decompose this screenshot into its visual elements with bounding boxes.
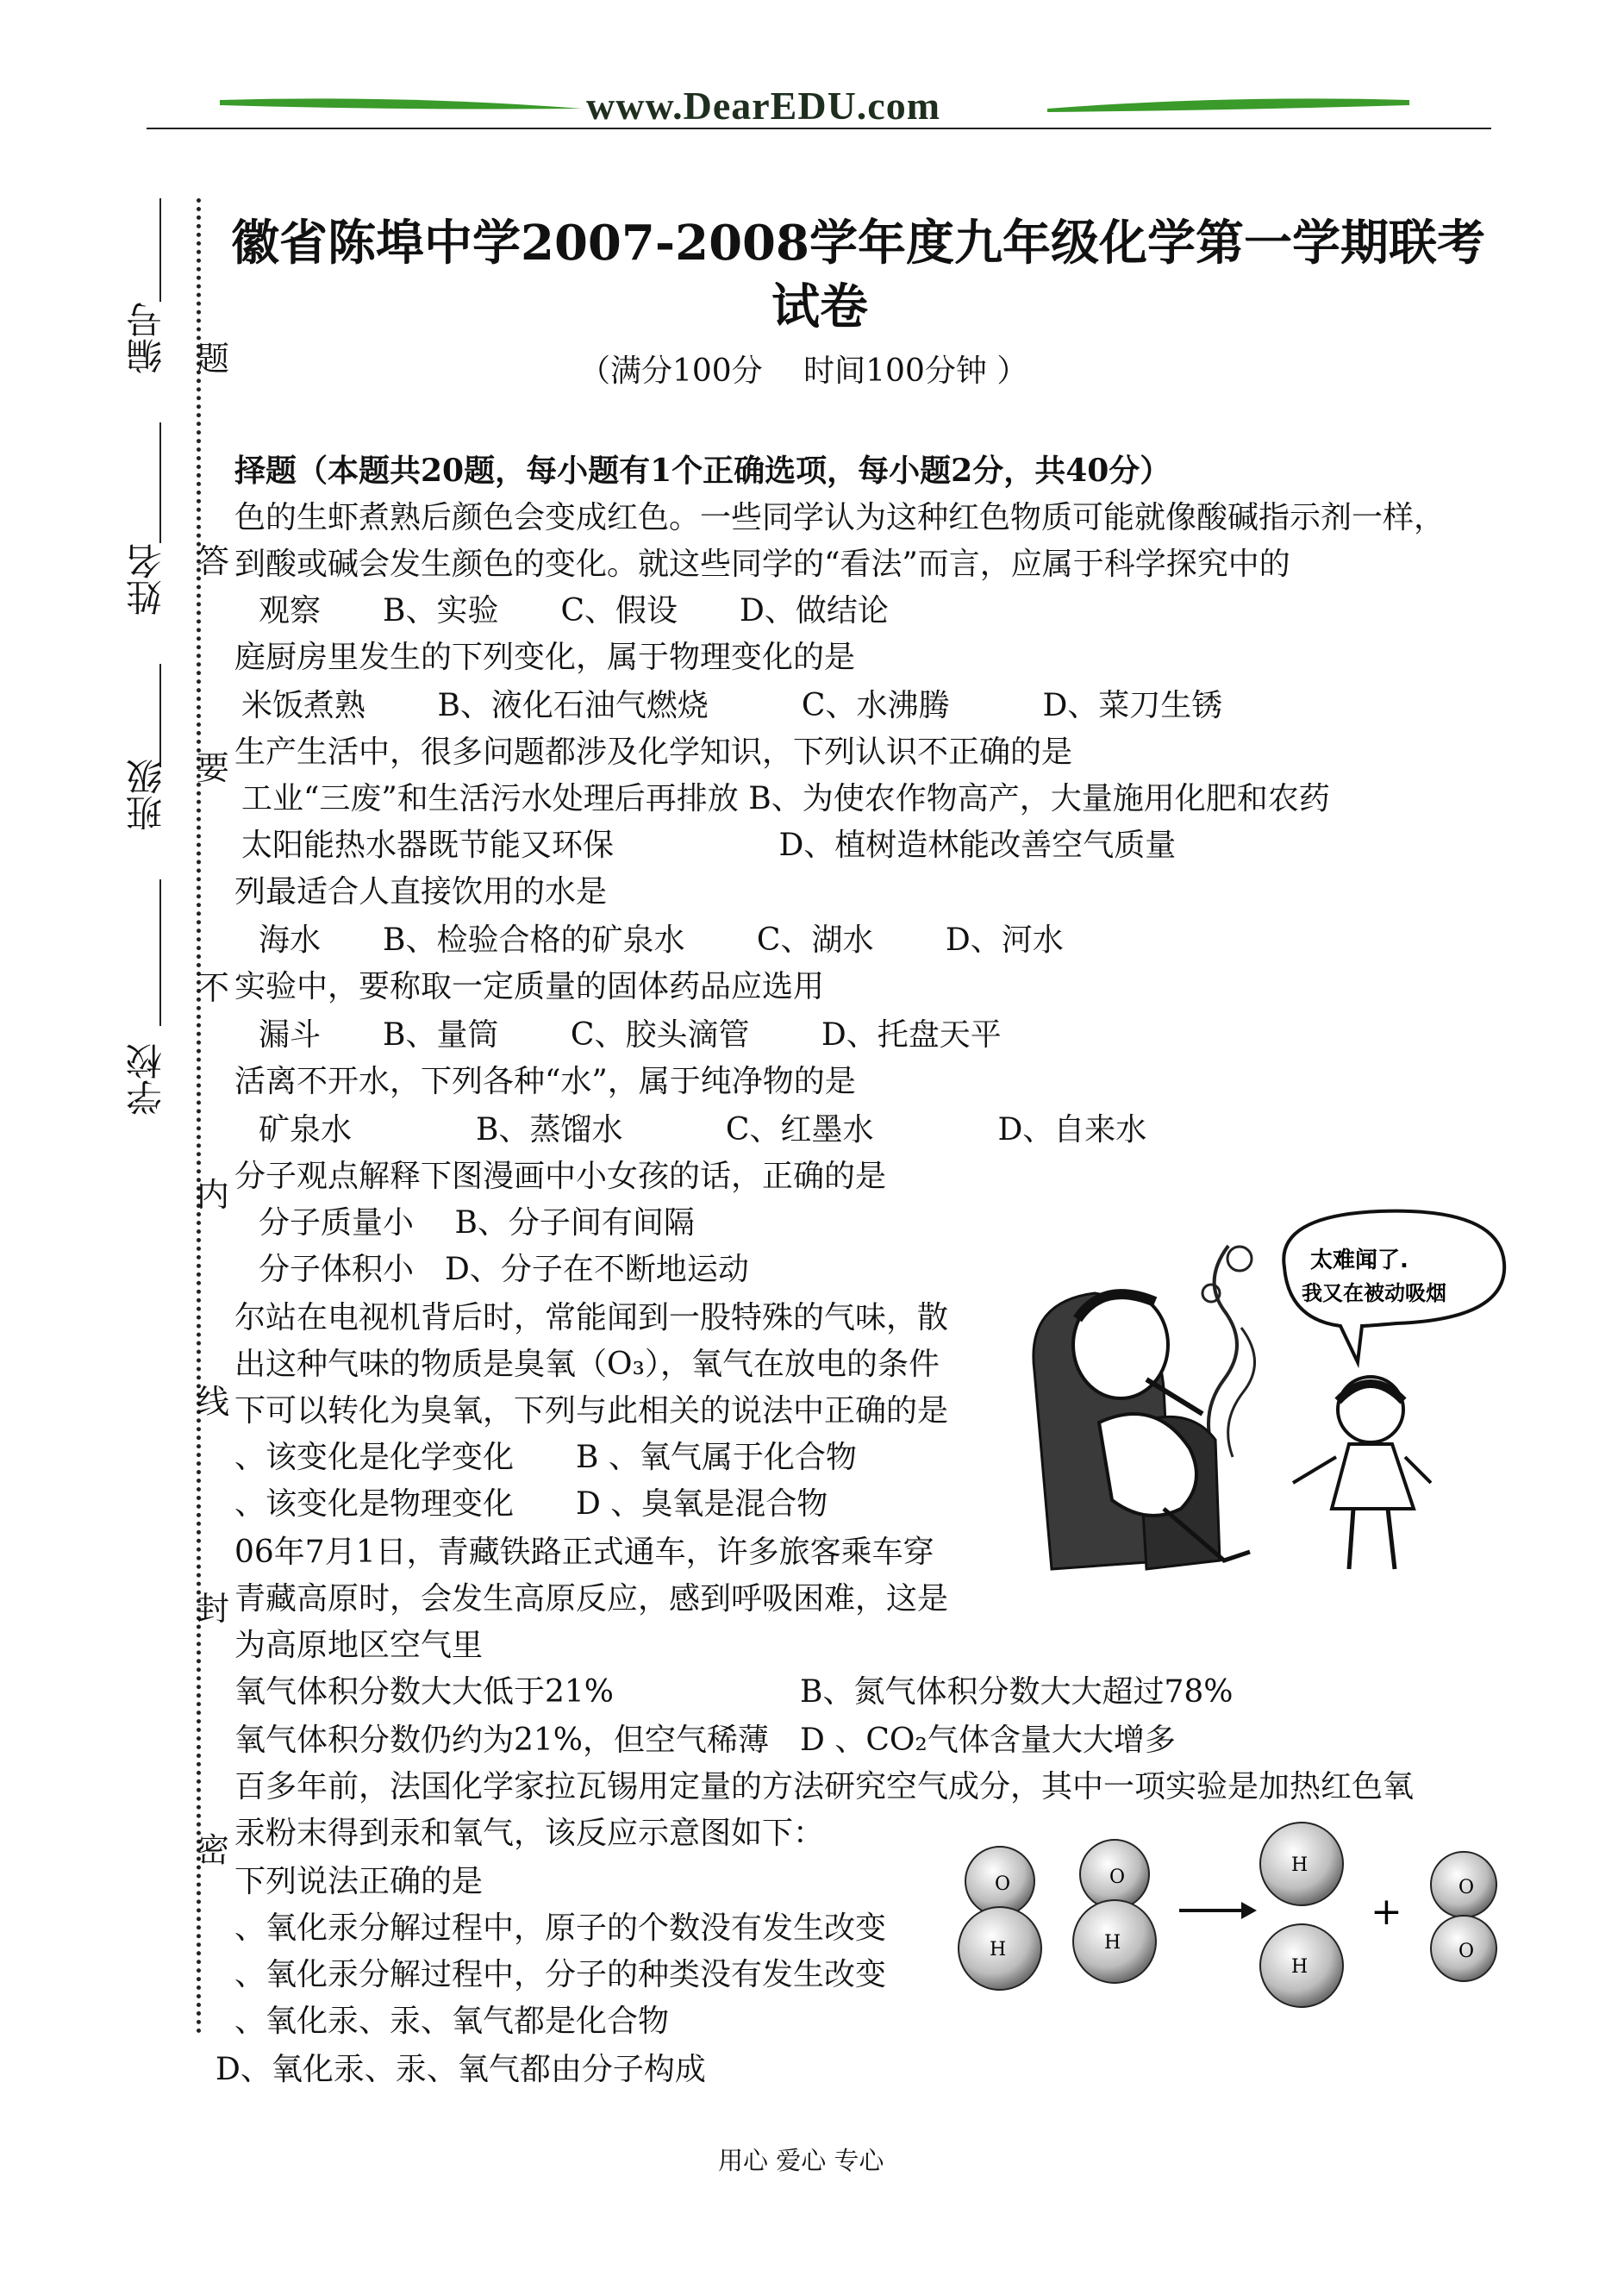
option-line: 、氧化汞分解过程中，原子的个数没有发生改变 (234, 1910, 887, 1946)
seal-char: 题 (197, 340, 230, 378)
question-line: 实验中，要称取一定质量的固体药品应选用 (234, 969, 825, 1004)
question-line: 分子观点解释下图漫画中小女孩的话，正确的是 (234, 1159, 887, 1194)
option-line: 氧气体积分数大大低于21% B、氮气体积分数大大超过78% (234, 1674, 1234, 1710)
header-rule (147, 128, 1491, 129)
blank-line (159, 198, 161, 302)
option-line: 、氧化汞、汞、氧气都是化合物 (234, 2004, 670, 2039)
seal-char: 要 (197, 749, 230, 787)
option-line: 分子质量小 B、分子间有间隔 (259, 1205, 695, 1241)
atom-label: H (1291, 1956, 1309, 1978)
seal-char: 不 (197, 969, 230, 1007)
option-line: 米饭煮熟 B、液化石油气燃烧 C、水沸腾 D、菜刀生锈 (241, 688, 1223, 723)
option-line: 分子体积小 D、分子在不断地运动 (259, 1252, 749, 1287)
header-green-swoosh-left (220, 93, 582, 114)
option-line: 太阳能热水器既节能又环保 D、植树造林能改善空气质量 (241, 828, 1177, 863)
binding-dotted-line (197, 198, 201, 2035)
page-subtitle: （满分100分 时间100分钟 ） (579, 353, 1028, 389)
section-heading: 择题（本题共20题，每小题有1个正确选项，每小题2分，共40分） (234, 453, 1171, 489)
blank-line (159, 422, 161, 543)
seal-char: 封 (197, 1590, 230, 1628)
smoking-cartoon-illustration (1017, 1198, 1517, 1629)
question-line: 列最适合人直接饮用的水是 (234, 874, 608, 910)
question-line: 到酸或碱会发生颜色的变化。就这些同学的“看法”而言，应属于科学探究中的 (234, 547, 1290, 582)
mercuric-oxide-reaction-diagram (948, 1802, 1500, 2026)
seal-char: 内 (197, 1176, 230, 1214)
question-line: 青藏高原时，会发生高原反应，感到呼吸困难，这是 (234, 1581, 949, 1617)
seal-char: 线 (197, 1383, 230, 1421)
question-line: 汞粉末得到汞和氧气，该反应示意图如下： (234, 1816, 825, 1851)
binding-label-number: 编号 (125, 302, 167, 374)
binding-label-name: 姓名 (125, 543, 167, 616)
question-line: 活离不开水，下列各种“水”，属于纯净物的是 (234, 1064, 856, 1099)
atom-label: O (995, 1873, 1011, 1895)
binding-label-school: 学校 (125, 1043, 167, 1116)
page-title: 徽省陈埠中学2007-2008学年度九年级化学第一学期联考 (231, 215, 1485, 272)
question-line: 为高原地区空气里 (234, 1628, 484, 1663)
question-line: 下列说法正确的是 (234, 1864, 484, 1899)
seal-char: 答 (197, 542, 230, 580)
header-logo: www.DearEDU.com (586, 84, 941, 128)
option-line: D、氧化汞、汞、氧气都由分子构成 (215, 2052, 706, 2087)
atom-label: O (1458, 1941, 1475, 1962)
atom-label: O (1458, 1877, 1475, 1898)
option-line: 、该变化是化学变化 B 、氧气属于化合物 (234, 1440, 857, 1475)
speech-bubble-line2: 我又在被动吸烟 (1302, 1281, 1446, 1305)
page-footer: 用心 爱心 专心 (718, 2146, 884, 2175)
page-title-line2: 试卷 (771, 278, 868, 335)
question-line: 百多年前，法国化学家拉瓦锡用定量的方法研究空气成分，其中一项实验是加热红色氧 (234, 1769, 1415, 1804)
question-line: 尔站在电视机背后时，常能闻到一股特殊的气味，散 (234, 1300, 949, 1335)
option-line: 氧气体积分数仍约为21%，但空气稀薄 D 、CO₂气体含量大大增多 (234, 1723, 1176, 1758)
header-green-swoosh-right (1047, 93, 1409, 114)
option-line: 工业“三废”和生活污水处理后再排放 B、为使农作物高产，大量施用化肥和农药 (241, 781, 1330, 816)
plus-sign: + (1371, 1890, 1402, 1934)
speech-bubble-line1: 太难闻了. (1310, 1248, 1409, 1273)
option-line: 海水 B、检验合格的矿泉水 C、湖水 D、河水 (259, 922, 1064, 958)
seal-char: 密 (197, 1831, 230, 1869)
option-line: 漏斗 B、量筒 C、胶头滴管 D、托盘天平 (259, 1017, 1002, 1053)
question-line: 色的生虾煮熟后颜色会变成红色。一些同学认为这种红色物质可能就像酸碱指示剂一样， (234, 500, 1446, 535)
atom-label: H (990, 1939, 1007, 1960)
option-line: 、该变化是物理变化 D 、臭氧是混合物 (234, 1486, 828, 1522)
blank-line (159, 879, 161, 1026)
option-line: 矿泉水 B、蒸馏水 C、红墨水 D、自来水 (259, 1112, 1147, 1148)
atom-label: O (1109, 1867, 1126, 1888)
question-line: 庭厨房里发生的下列变化，属于物理变化的是 (234, 640, 856, 675)
question-line: 06年7月1日，青藏铁路正式通车，许多旅客乘车穿 (234, 1535, 934, 1570)
blank-line (159, 664, 161, 767)
question-line: 出这种气味的物质是臭氧（O₃），氧气在放电的条件 (234, 1347, 940, 1382)
option-line: 、氧化汞分解过程中，分子的种类没有发生改变 (234, 1957, 887, 1992)
atom-label: H (1104, 1932, 1121, 1954)
binding-label-class: 班级 (125, 759, 167, 831)
question-line: 生产生活中，很多问题都涉及化学知识，下列认识不正确的是 (234, 735, 1073, 770)
atom-label: H (1291, 1854, 1309, 1876)
question-line: 下可以转化为臭氧，下列与此相关的说法中正确的是 (234, 1393, 949, 1429)
option-line: 观察 B、实验 C、假设 D、做结论 (259, 593, 889, 628)
